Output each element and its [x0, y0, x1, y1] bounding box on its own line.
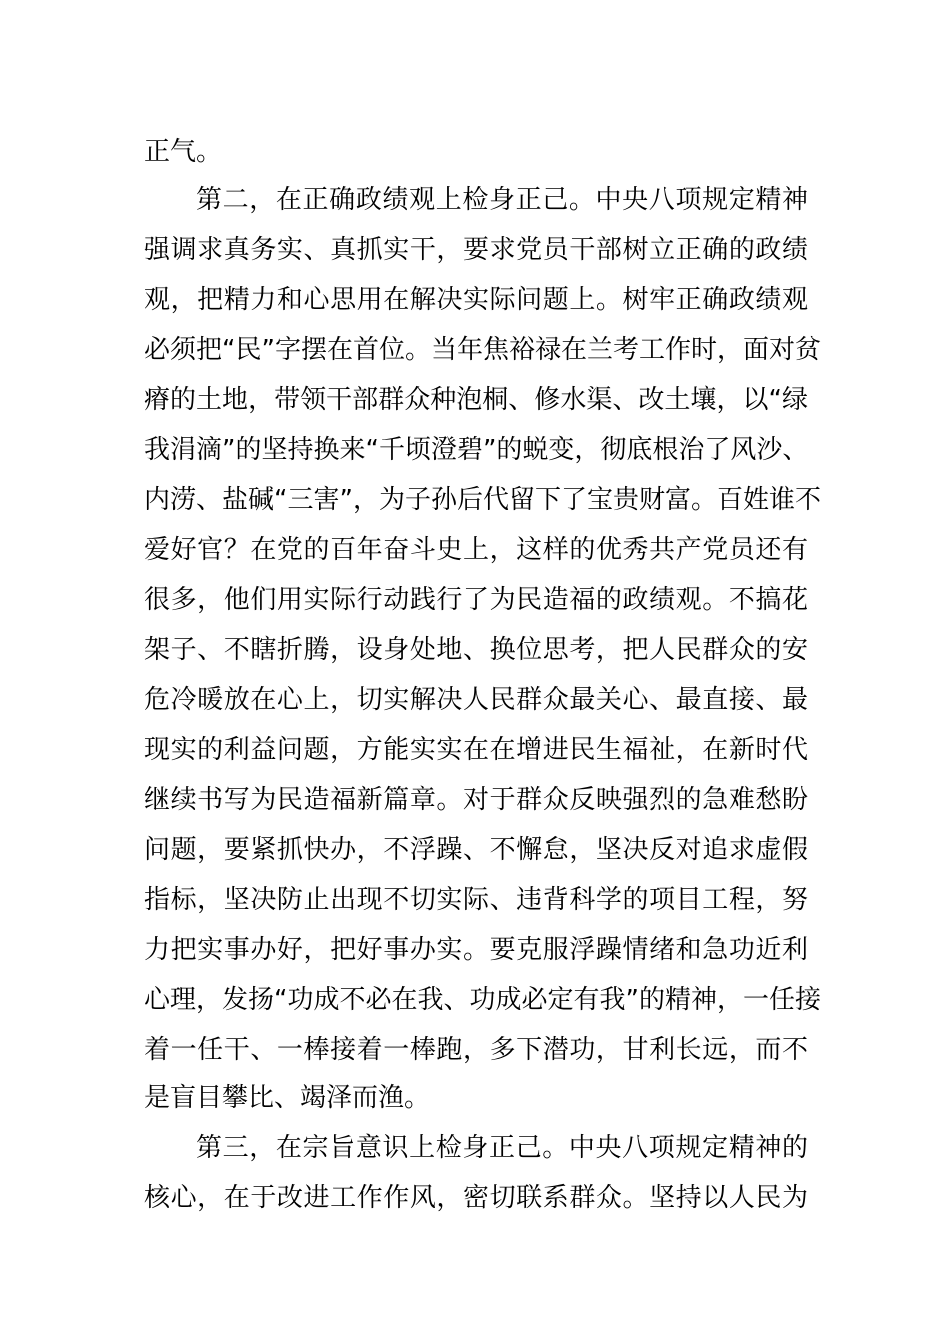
text-line: 内涝、盐碱“三害”，为子孙后代留下了宝贵财富。百姓谁不	[144, 485, 821, 515]
text-line: 心理，发扬“功成不必在我、功成必定有我”的精神，一任接	[144, 985, 821, 1015]
text-line: 问题，要紧抓快办，不浮躁、不懈怠，坚决反对追求虚假	[144, 835, 808, 865]
text-line: 继续书写为民造福新篇章。对于群众反映强烈的急难愁盼	[144, 785, 808, 815]
text-line: 是盲目攀比、竭泽而渔。	[144, 1083, 431, 1113]
text-line: 观，把精力和心思用在解决实际问题上。树牢正确政绩观	[144, 285, 808, 315]
paragraph-start-line: 第二，在正确政绩观上检身正己。中央八项规定精神	[196, 185, 808, 215]
text-line: 正气。	[144, 137, 223, 167]
text-line: 很多，他们用实际行动践行了为民造福的政绩观。不搞花	[144, 585, 808, 615]
text-line: 力把实事办好，把好事办实。要克服浮躁情绪和急功近利	[144, 935, 808, 965]
text-line: 架子、不瞎折腾，设身处地、换位思考，把人民群众的安	[144, 635, 808, 665]
text-line: 瘠的土地，带领干部群众种泡桐、修水渠、改土壤，以“绿	[144, 385, 808, 415]
text-line: 指标，坚决防止出现不切实际、违背科学的项目工程，努	[144, 885, 808, 915]
text-line: 强调求真务实、真抓实干，要求党员干部树立正确的政绩	[144, 235, 808, 265]
text-line: 我涓滴”的坚持换来“千顷澄碧”的蜕变，彻底根治了风沙、	[144, 435, 809, 465]
paragraph-start-line: 第三，在宗旨意识上检身正己。中央八项规定精神的	[196, 1133, 808, 1163]
text-line: 爱好官？在党的百年奋斗史上，这样的优秀共产党员还有	[144, 535, 808, 565]
text-line: 危冷暖放在心上，切实解决人民群众最关心、最直接、最	[144, 685, 808, 715]
text-line: 现实的利益问题，方能实实在在增进民生福祉，在新时代	[144, 735, 808, 765]
text-line: 核心，在于改进工作作风，密切联系群众。坚持以人民为	[144, 1183, 808, 1213]
text-line: 着一任干、一棒接着一棒跑，多下潜功，甘利长远，而不	[144, 1035, 808, 1065]
text-line: 必须把“民”字摆在首位。当年焦裕禄在兰考工作时，面对贫	[144, 335, 821, 365]
